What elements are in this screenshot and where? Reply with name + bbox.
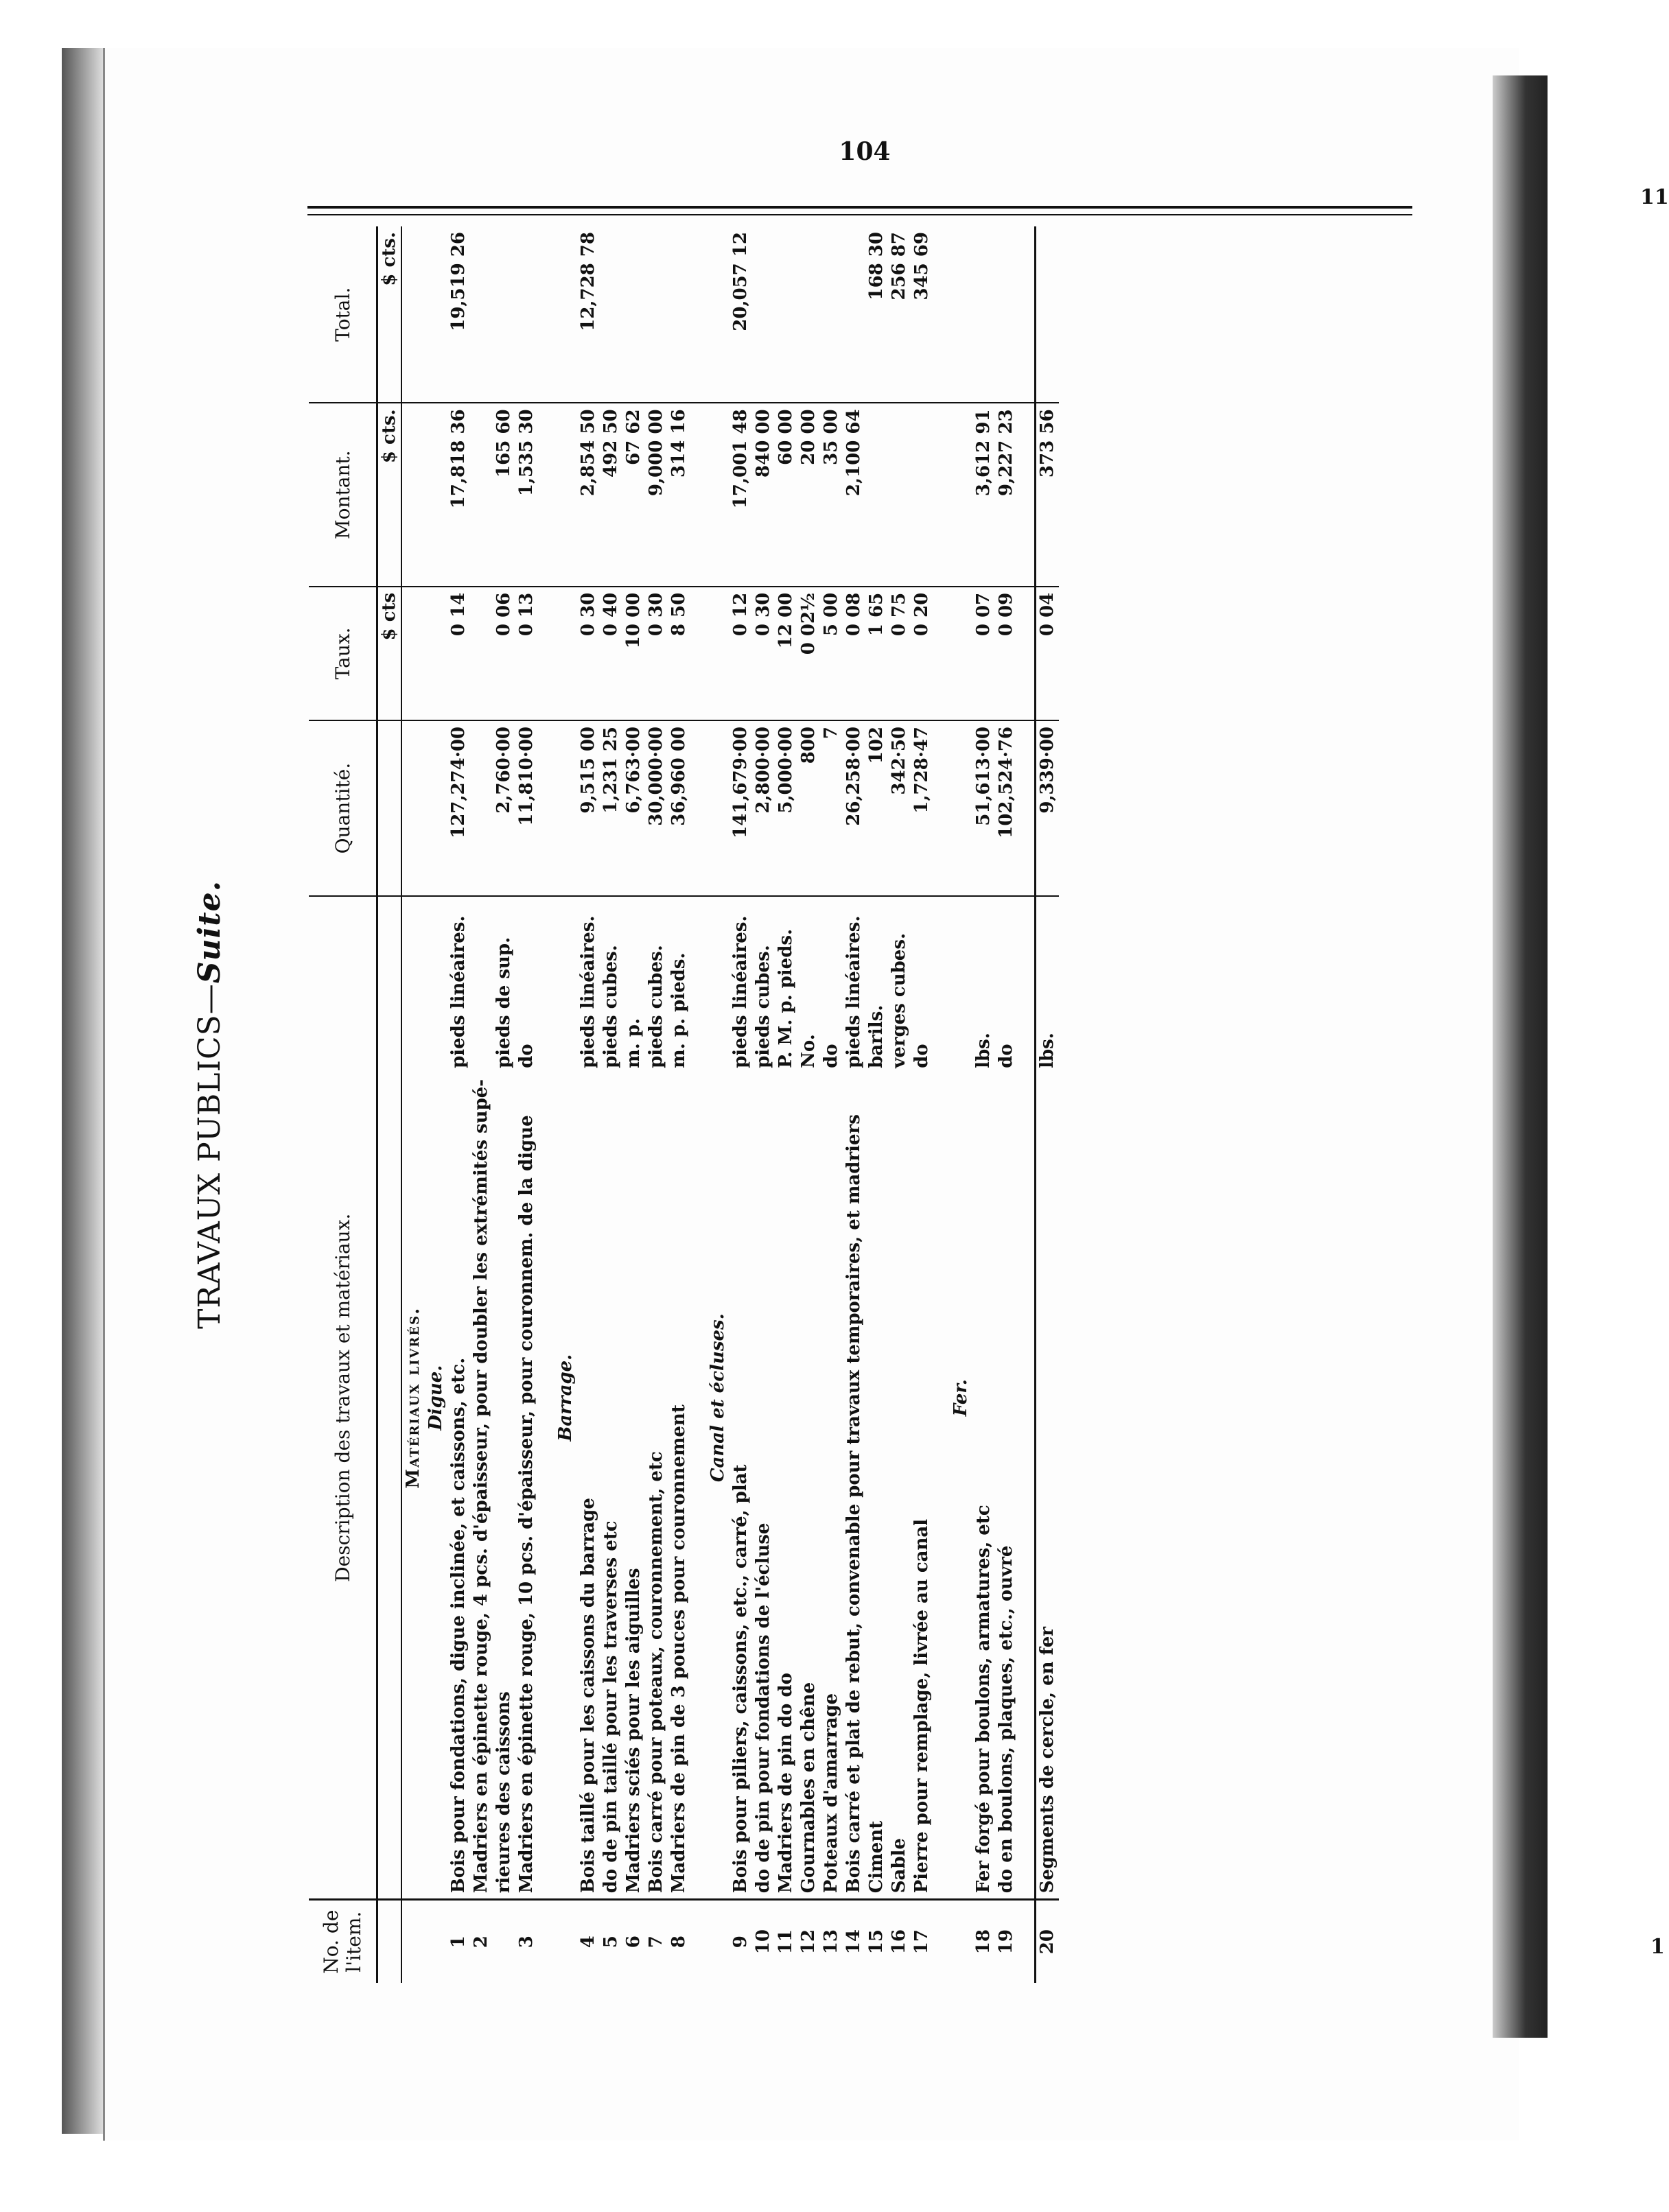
item-unit: pieds cubes. bbox=[753, 945, 773, 1068]
empty-cell bbox=[538, 403, 555, 586]
col-header-quantity: Quantité. bbox=[309, 720, 377, 896]
section-title-row bbox=[707, 226, 730, 1983]
item-number: 17 bbox=[911, 1900, 933, 1983]
empty-cell bbox=[950, 720, 972, 896]
item-quantity: 9,515 00 bbox=[577, 720, 600, 896]
next-page-fragment-top: 11 bbox=[1640, 185, 1669, 209]
item-description: Bois pour piliers, caissons, etc., carré, plat bbox=[730, 1464, 751, 1894]
book-gutter bbox=[1493, 75, 1548, 2038]
item-total: 168 30 bbox=[865, 226, 888, 403]
item-quantity: 11,810·00 bbox=[515, 720, 538, 896]
item-quantity: 26,258·00 bbox=[843, 720, 865, 896]
item-quantity: 102,524·76 bbox=[995, 720, 1018, 896]
item-total bbox=[843, 226, 865, 403]
spacer-row bbox=[690, 226, 707, 1983]
item-rate: 8 50 bbox=[668, 587, 690, 720]
spacer-row bbox=[933, 226, 950, 1983]
empty-cell bbox=[425, 226, 447, 403]
empty-cell bbox=[707, 720, 730, 896]
item-total bbox=[972, 226, 995, 403]
title-suite: Suite. bbox=[192, 880, 227, 984]
col-header-rate: Taux. bbox=[309, 587, 377, 720]
item-rate: 0 30 bbox=[577, 587, 600, 720]
item-amount: 165 60 bbox=[493, 403, 515, 586]
item-rate: 0 40 bbox=[600, 587, 622, 720]
item-unit: P. M. p. pieds. bbox=[775, 928, 796, 1068]
empty-cell bbox=[707, 226, 730, 403]
table-row bbox=[911, 226, 933, 1983]
empty-cell bbox=[950, 587, 972, 720]
item-quantity: 127,274·00 bbox=[447, 720, 470, 896]
item-rate: 0 07 bbox=[972, 587, 995, 720]
section-title-row bbox=[555, 226, 577, 1983]
item-quantity: 7 bbox=[820, 720, 843, 896]
rotated-table-block bbox=[192, 226, 1407, 1983]
item-rate: 0 14 bbox=[447, 587, 470, 720]
item-unit: verges cubes. bbox=[889, 932, 909, 1068]
item-number: 13 bbox=[820, 1900, 843, 1983]
empty-cell bbox=[933, 1900, 950, 1983]
item-unit: m. p. pieds. bbox=[668, 952, 689, 1068]
item-total: 20,057 12 bbox=[730, 226, 752, 403]
col-header-total: Total. bbox=[309, 226, 377, 403]
item-quantity: 5,000·00 bbox=[775, 720, 797, 896]
item-amount: 67 62 bbox=[622, 403, 645, 586]
item-rate: 0 20 bbox=[911, 587, 933, 720]
item-rate: 0 08 bbox=[843, 587, 865, 720]
section-title: Canal et écluses. bbox=[708, 1313, 728, 1483]
item-description: rieures des caissons bbox=[493, 1691, 514, 1894]
item-unit: pieds cubes. bbox=[646, 945, 666, 1068]
col-header-amount: Montant. bbox=[309, 403, 377, 586]
item-unit: pieds linéaires. bbox=[448, 915, 469, 1068]
empty-cell bbox=[690, 587, 707, 720]
table-row bbox=[820, 226, 843, 1983]
scan-binding-shadow bbox=[62, 48, 103, 2134]
item-rate: 0 04 bbox=[1036, 587, 1060, 720]
item-unit: pieds de sup. bbox=[493, 937, 514, 1068]
table-row bbox=[1036, 226, 1060, 1983]
item-unit: pieds linéaires. bbox=[843, 915, 864, 1068]
section-title-row bbox=[950, 226, 972, 1983]
empty-cell bbox=[707, 403, 730, 586]
item-description: Madriers sciés pour les aiguilles bbox=[623, 1568, 644, 1894]
empty-cell bbox=[538, 720, 555, 896]
item-unit: pieds linéaires. bbox=[578, 915, 598, 1068]
header-row bbox=[309, 226, 377, 1983]
item-amount: 2,854 50 bbox=[577, 403, 600, 586]
item-rate: 0 75 bbox=[888, 587, 911, 720]
empty-cell bbox=[707, 587, 730, 720]
item-amount: 17,818 36 bbox=[447, 403, 470, 586]
empty-cell bbox=[1018, 720, 1036, 896]
item-number: 9 bbox=[730, 1900, 752, 1983]
item-number: 20 bbox=[1036, 1900, 1060, 1983]
empty-cell bbox=[1018, 1900, 1036, 1983]
item-amount: 492 50 bbox=[600, 403, 622, 586]
item-description: Bois pour fondations, digue inclinée, et caissons, etc. bbox=[448, 1357, 469, 1894]
empty-cell bbox=[950, 226, 972, 403]
empty-cell bbox=[555, 587, 577, 720]
empty-cell bbox=[538, 587, 555, 720]
item-quantity: 2,760·00 bbox=[493, 720, 515, 896]
table-title bbox=[192, 226, 227, 1983]
ledger-table bbox=[309, 226, 1059, 1983]
item-quantity: 30,000·00 bbox=[645, 720, 668, 896]
item-description: Bois carré pour poteaux, couronnement, etc bbox=[646, 1451, 666, 1894]
item-number: 11 bbox=[775, 1900, 797, 1983]
empty-cell bbox=[950, 403, 972, 586]
empty-cell bbox=[707, 1900, 730, 1983]
item-amount: 35 00 bbox=[820, 403, 843, 586]
unit-rate: $ cts bbox=[377, 587, 402, 720]
ledger-body bbox=[377, 226, 425, 1983]
item-number: 1 bbox=[447, 1900, 470, 1983]
item-rate: 12 00 bbox=[775, 587, 797, 720]
item-amount: 9,227 23 bbox=[995, 403, 1018, 586]
table-row bbox=[865, 226, 888, 1983]
item-amount: 314 16 bbox=[668, 403, 690, 586]
item-description: Bois taillé pour les caissons du barrage bbox=[578, 1498, 598, 1894]
item-unit: barils. bbox=[866, 1004, 887, 1068]
item-unit: pieds linéaires. bbox=[730, 915, 751, 1068]
item-amount: 9,000 00 bbox=[645, 403, 668, 586]
item-description: Bois carré et plat de rebut, convenable pour travaux temporaires, et madriers bbox=[843, 1114, 864, 1894]
item-rate: 0 13 bbox=[515, 587, 538, 720]
empty-cell bbox=[1018, 403, 1036, 586]
item-number bbox=[493, 1900, 515, 1983]
item-quantity: 342·50 bbox=[888, 720, 911, 896]
table-row bbox=[577, 226, 600, 1983]
item-unit bbox=[470, 896, 493, 1074]
item-quantity: 9,339·00 bbox=[1036, 720, 1060, 896]
table-row bbox=[622, 226, 645, 1983]
empty-cell bbox=[933, 226, 950, 403]
empty-cell bbox=[1018, 226, 1036, 403]
table-row bbox=[645, 226, 668, 1983]
item-number: 14 bbox=[843, 1900, 865, 1983]
item-description: Pierre pour remplage, livrée au canal bbox=[911, 1518, 932, 1894]
item-description: Poteaux d'amarrage bbox=[821, 1693, 841, 1894]
item-total bbox=[752, 226, 775, 403]
table-row bbox=[668, 226, 690, 1983]
item-amount bbox=[865, 403, 888, 586]
section-title: Digue. bbox=[425, 1365, 446, 1431]
item-number: 10 bbox=[752, 1900, 775, 1983]
item-total: 345 69 bbox=[911, 226, 933, 403]
item-number: 2 bbox=[470, 1900, 493, 1983]
item-number: 5 bbox=[600, 1900, 622, 1983]
item-unit: lbs. bbox=[973, 1033, 994, 1068]
item-description: do de pin pour fondations de l'écluse bbox=[753, 1522, 773, 1894]
spacer-row bbox=[538, 226, 555, 1983]
item-amount bbox=[888, 403, 911, 586]
item-description: Ciment bbox=[866, 1820, 887, 1894]
item-number: 8 bbox=[668, 1900, 690, 1983]
item-description: Segments de cercle, en fer bbox=[1036, 1074, 1060, 1900]
empty-cell bbox=[538, 1900, 555, 1983]
item-total bbox=[493, 226, 515, 403]
table-row bbox=[730, 226, 752, 1983]
item-unit: No. bbox=[798, 1034, 819, 1068]
empty-cell bbox=[425, 1900, 447, 1983]
item-rate bbox=[470, 587, 493, 720]
table-row bbox=[797, 226, 820, 1983]
item-unit: do bbox=[911, 1044, 932, 1068]
item-description: Madriers de pin de 3 pouces pour couronnement bbox=[668, 1404, 689, 1894]
empty-cell bbox=[690, 226, 707, 403]
item-amount: 60 00 bbox=[775, 403, 797, 586]
item-amount: 1,535 30 bbox=[515, 403, 538, 586]
item-unit: do bbox=[821, 1044, 841, 1068]
next-page-sliver bbox=[1548, 82, 1669, 2072]
empty-cell bbox=[1018, 896, 1036, 1900]
item-total: 19,519 26 bbox=[447, 226, 470, 403]
table-row bbox=[600, 226, 622, 1983]
top-rule bbox=[307, 206, 1412, 209]
item-description: do de pin taillé pour les traverses etc bbox=[600, 1520, 621, 1894]
item-unit: do bbox=[516, 1044, 537, 1068]
item-description: Sable bbox=[889, 1838, 909, 1894]
item-quantity: 141,679·00 bbox=[730, 720, 752, 896]
col-header-no: No. de l'item. bbox=[309, 1900, 377, 1983]
title-main: TRAVAUX PUBLICS— bbox=[192, 983, 227, 1329]
table-row bbox=[775, 226, 797, 1983]
empty-cell bbox=[690, 720, 707, 896]
empty-cell bbox=[950, 1900, 972, 1983]
empty-cell bbox=[933, 896, 950, 1900]
item-amount bbox=[470, 403, 493, 586]
item-number: 6 bbox=[622, 1900, 645, 1983]
item-rate: 0 30 bbox=[645, 587, 668, 720]
item-amount bbox=[911, 403, 933, 586]
item-quantity: 1,231 25 bbox=[600, 720, 622, 896]
heading-row bbox=[401, 226, 425, 1983]
item-rate: 0 02½ bbox=[797, 587, 820, 720]
item-amount: 373 56 bbox=[1036, 403, 1060, 586]
empty-cell bbox=[933, 587, 950, 720]
item-rate: 5 00 bbox=[820, 587, 843, 720]
item-quantity bbox=[470, 720, 493, 896]
item-number: 4 bbox=[577, 1900, 600, 1983]
empty-cell bbox=[425, 403, 447, 586]
table-row bbox=[515, 226, 538, 1983]
item-number: 18 bbox=[972, 1900, 995, 1983]
table-row bbox=[888, 226, 911, 1983]
item-number: 7 bbox=[645, 1900, 668, 1983]
item-rate: 0 06 bbox=[493, 587, 515, 720]
item-rate: 0 12 bbox=[730, 587, 752, 720]
page-number: 104 bbox=[839, 137, 891, 166]
item-unit: m. p. bbox=[623, 1018, 644, 1068]
item-description: Gournables en chêne bbox=[798, 1682, 819, 1894]
table-row bbox=[972, 226, 995, 1983]
item-total bbox=[775, 226, 797, 403]
section-title: Fer. bbox=[950, 1379, 971, 1417]
item-total bbox=[515, 226, 538, 403]
table-row bbox=[995, 226, 1018, 1983]
item-description: Madriers de pin do do bbox=[775, 1673, 796, 1894]
unit-total: $ cts. bbox=[377, 226, 402, 403]
item-total bbox=[622, 226, 645, 403]
item-amount: 17,001 48 bbox=[730, 403, 752, 586]
empty-cell bbox=[933, 720, 950, 896]
table-row bbox=[752, 226, 775, 1983]
col-header-description: Description des travaux et matériaux. bbox=[309, 896, 377, 1900]
item-rate: 0 30 bbox=[752, 587, 775, 720]
item-quantity: 6,763·00 bbox=[622, 720, 645, 896]
item-total bbox=[600, 226, 622, 403]
table-row bbox=[470, 226, 493, 1983]
bottom-body bbox=[1036, 226, 1060, 1983]
item-amount: 2,100 64 bbox=[843, 403, 865, 586]
item-total bbox=[645, 226, 668, 403]
item-total bbox=[995, 226, 1018, 403]
empty-cell bbox=[425, 720, 447, 896]
item-number: 19 bbox=[995, 1900, 1018, 1983]
item-amount: 3,612 91 bbox=[972, 403, 995, 586]
item-unit: do bbox=[996, 1044, 1016, 1068]
empty-cell bbox=[555, 226, 577, 403]
table-row bbox=[843, 226, 865, 1983]
item-amount: 840 00 bbox=[752, 403, 775, 586]
top-rule-thin bbox=[307, 214, 1412, 215]
item-description: Madriers en épinette rouge, 4 pcs. d'épaisseur, pour doubler les extrémités supé- bbox=[471, 1079, 491, 1894]
empty-cell bbox=[690, 896, 707, 1900]
item-rate: 0 09 bbox=[995, 587, 1018, 720]
item-description: Fer forgé pour boulons, armatures, etc bbox=[973, 1505, 994, 1894]
item-quantity: 36,960 00 bbox=[668, 720, 690, 896]
empty-cell bbox=[555, 403, 577, 586]
units-row bbox=[377, 226, 402, 1983]
item-rate: 10 00 bbox=[622, 587, 645, 720]
item-amount: 20 00 bbox=[797, 403, 820, 586]
table-row bbox=[493, 226, 515, 1983]
item-number: 12 bbox=[797, 1900, 820, 1983]
spacer-row bbox=[1018, 226, 1036, 1983]
item-total bbox=[470, 226, 493, 403]
unit-amount: $ cts. bbox=[377, 403, 402, 586]
item-total bbox=[797, 226, 820, 403]
item-number: 15 bbox=[865, 1900, 888, 1983]
item-total bbox=[820, 226, 843, 403]
section-title-row bbox=[425, 226, 447, 1983]
item-quantity: 102 bbox=[865, 720, 888, 896]
item-total: 12,728 78 bbox=[577, 226, 600, 403]
empty-cell bbox=[538, 226, 555, 403]
item-quantity: 51,613·00 bbox=[972, 720, 995, 896]
empty-cell bbox=[690, 403, 707, 586]
item-number: 16 bbox=[888, 1900, 911, 1983]
item-quantity: 2,800·00 bbox=[752, 720, 775, 896]
empty-cell bbox=[1018, 587, 1036, 720]
item-number: 3 bbox=[515, 1900, 538, 1983]
empty-cell bbox=[425, 587, 447, 720]
item-unit: lbs. bbox=[1036, 896, 1060, 1074]
table-row bbox=[447, 226, 470, 1983]
item-quantity: 800 bbox=[797, 720, 820, 896]
section-title: Barrage. bbox=[555, 1354, 576, 1442]
sections-body bbox=[425, 226, 1036, 1983]
item-quantity: 1,728·47 bbox=[911, 720, 933, 896]
empty-cell bbox=[555, 720, 577, 896]
empty-cell bbox=[933, 403, 950, 586]
item-rate: 1 65 bbox=[865, 587, 888, 720]
item-unit: pieds cubes. bbox=[600, 945, 621, 1068]
empty-cell bbox=[538, 896, 555, 1900]
materials-heading: Matériaux livrés. bbox=[403, 1306, 423, 1489]
empty-cell bbox=[555, 1900, 577, 1983]
item-description: do en boulons, plaques, etc., ouvré bbox=[996, 1545, 1016, 1894]
item-description: Madriers en épinette rouge, 10 pcs. d'épaisseur, pour couronnem. de la digue bbox=[516, 1115, 537, 1894]
item-total: 256 87 bbox=[888, 226, 911, 403]
next-page-fragment-bottom: 1 bbox=[1650, 1935, 1665, 1959]
item-total bbox=[668, 226, 690, 403]
empty-cell bbox=[690, 1900, 707, 1983]
